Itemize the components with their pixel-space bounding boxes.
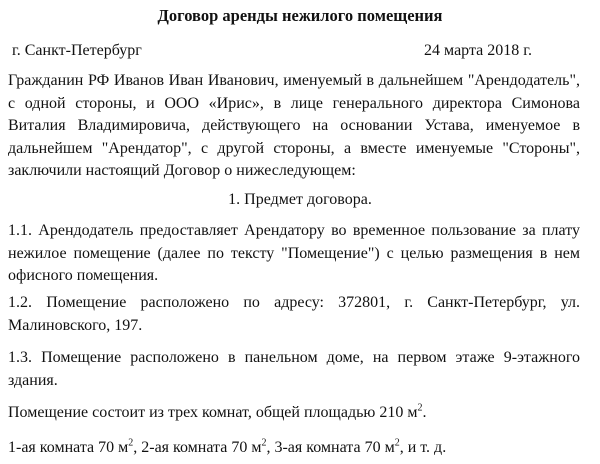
room-item: 3-ая комната 70 м [274,439,395,456]
room-item-sup: 2 [128,437,134,449]
room-item-sep: , [266,439,275,456]
rooms-summary-text: Помещение состоит из трех комнат, общей площадью 210 м [8,404,418,421]
room-item-sep: , [133,439,142,456]
contract-date: 24 марта 2018 г. [424,42,532,59]
clause-1-3: 1.3. Помещение расположено в панельном доме, на первом этаже 9-этажного здания. [8,349,580,389]
room-item: 1-ая комната 70 м [8,439,129,456]
section-heading-subject: 1. Предмет договора. [228,191,372,208]
room-item: 2-ая комната 70 м [141,439,262,456]
rooms-summary [8,402,580,425]
preamble-paragraph: Гражданин РФ Иванов Иван Иванович, именуемый в дальнейшем "Арендодатель", с одной стороны, и ООО «Ирис», в лице генерального директора Симонова Виталия Владимировича, действующего на основании Устава, именуемое в дальнейшем "Арендатор", с другой стороны, а вместе именуемые "Стороны", заключили настоящий Договор о нижеследующем: [8,72,580,179]
clause-1-2: 1.2. Помещение расположено по адресу: 372801, г. Санкт-Петербург, ул. Малиновского, 197. [8,294,580,334]
document-title: Договор аренды нежилого помещения [157,6,443,25]
rooms-summary-tail: . [422,404,427,421]
room-item-sep: , и т. д. [399,439,447,456]
clause-1-1: 1.1. Арендодатель предоставляет Арендатору во временное пользование за плату нежилое помещение (далее по тексту "Помещение") с целью размещения в нем офисного помещения. [8,222,580,284]
rooms-summary-sup: 2 [417,402,423,414]
rooms-list [8,437,580,460]
room-item-sup: 2 [261,437,267,449]
city: г. Санкт-Петербург [12,42,142,59]
room-item-sup: 2 [394,437,400,449]
